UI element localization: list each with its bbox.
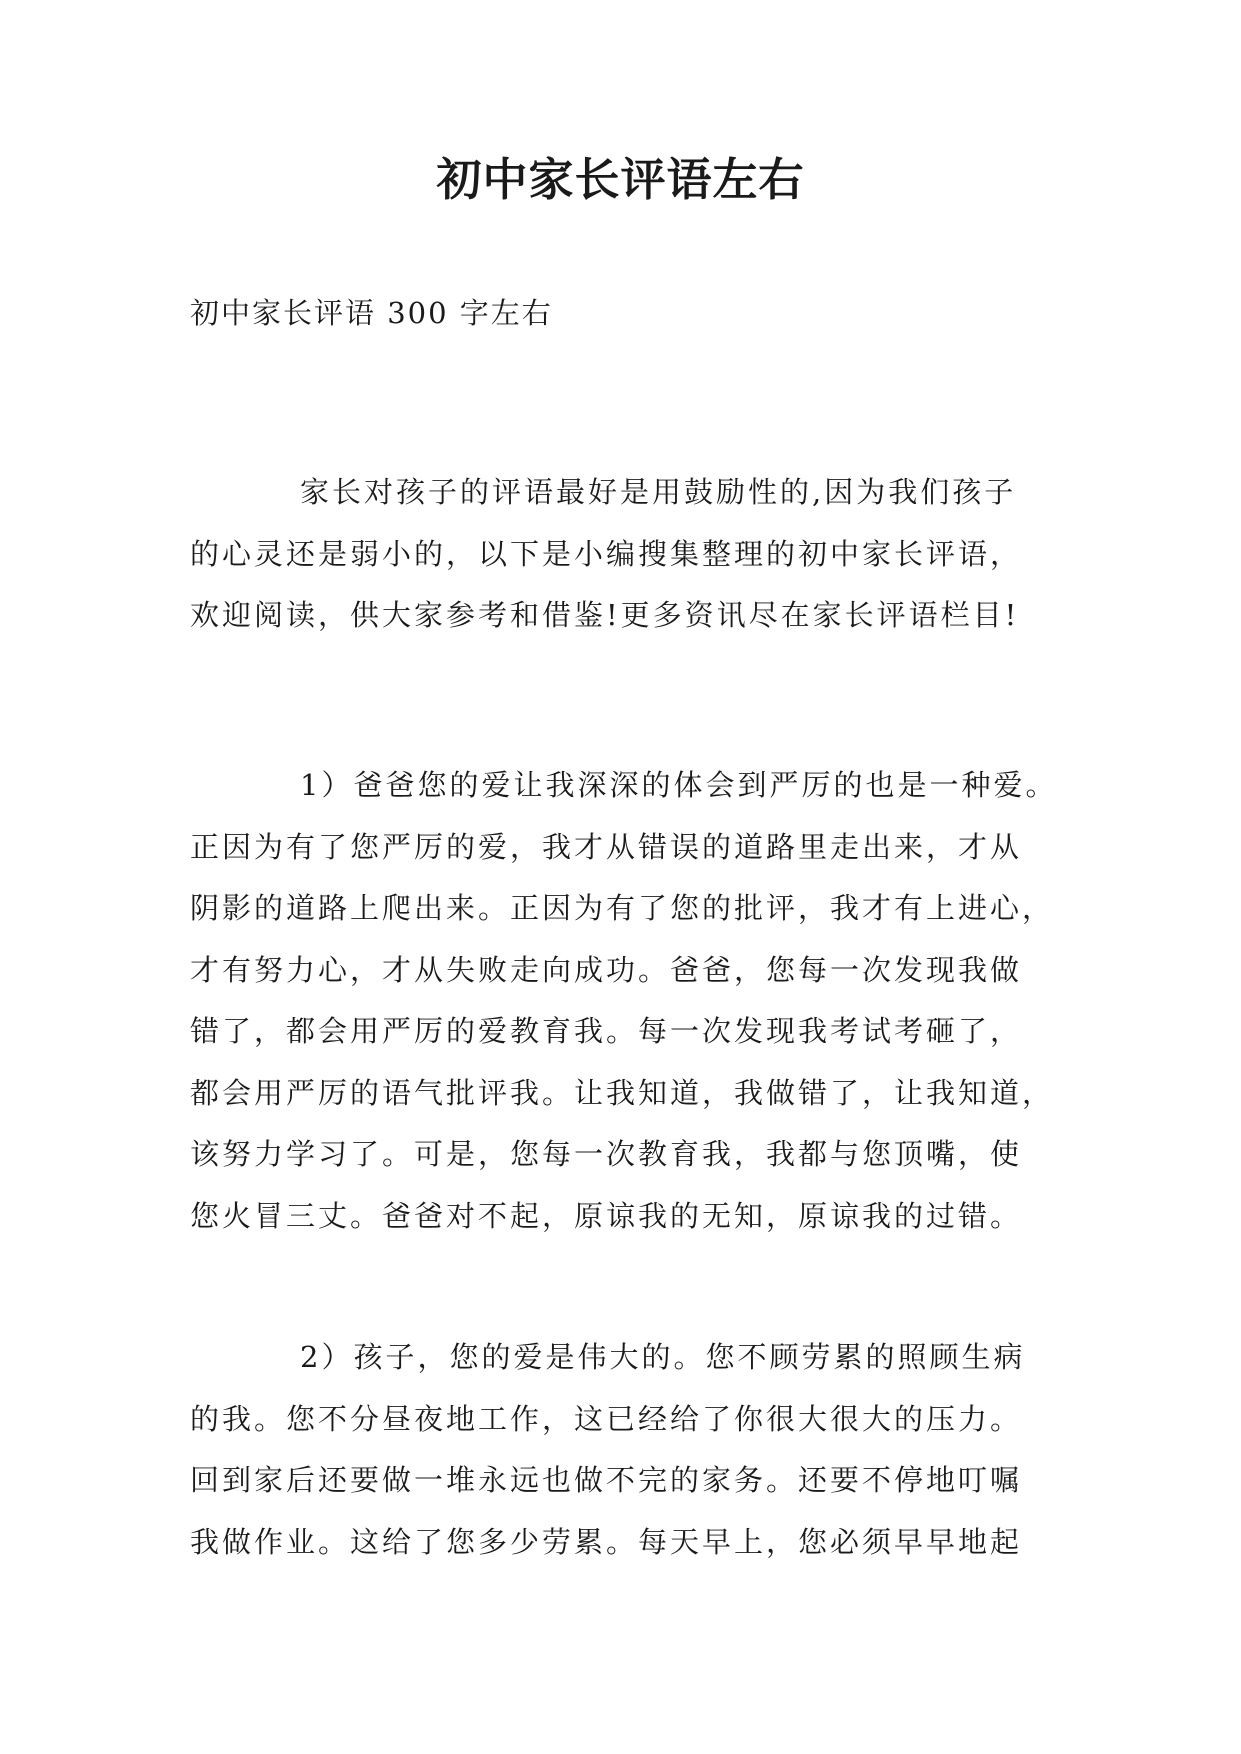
paragraph-line: 回到家后还要做一堆永远也做不完的家务。还要不停地叮嘱 bbox=[190, 1463, 1023, 1497]
paragraph-line: 欢迎阅读，供大家参考和借鉴!更多资讯尽在家长评语栏目! bbox=[190, 598, 1020, 632]
paragraph-line: 我做作业。这给了您多少劳累。每天早上，您必须早早地起 bbox=[190, 1524, 1023, 1559]
comment-item-2 bbox=[190, 1327, 1070, 1573]
paragraph-line: 2）孩子，您的爱是伟大的。您不顾劳累的照顾生病 bbox=[300, 1340, 1026, 1374]
paragraph-line: 您火冒三丈。爸爸对不起，原谅我的无知，原谅我的过错。 bbox=[190, 1198, 1023, 1233]
paragraph-line: 才有努力心，才从失败走向成功。爸爸，您每一次发现我做 bbox=[190, 952, 1023, 987]
paragraph-line: 的我。您不分昼夜地工作，这已经给了你很大很大的压力。 bbox=[190, 1401, 1023, 1436]
paragraph-line: 家长对孩子的评语最好是用鼓励性的,因为我们孩子 bbox=[300, 475, 1017, 509]
paragraph-line: 阴影的道路上爬出来。正因为有了您的批评，我才有上进心， bbox=[190, 891, 1055, 925]
comment-item-1 bbox=[190, 755, 1070, 1247]
paragraph-line: 1）爸爸您的爱让我深深的体会到严厉的也是一种爱。 bbox=[300, 768, 1058, 802]
paragraph-line: 该努力学习了。可是，您每一次教育我，我都与您顶嘴，使 bbox=[190, 1137, 1023, 1171]
paragraph-line: 的心灵还是弱小的，以下是小编搜集整理的初中家长评语， bbox=[190, 536, 1023, 571]
paragraph-line: 错了，都会用严厉的爱教育我。每一次发现我考试考砸了， bbox=[190, 1014, 1023, 1048]
paragraph-line: 都会用严厉的语气批评我。让我知道，我做错了，让我知道， bbox=[190, 1075, 1055, 1110]
document-title: 初中家长评语左右 bbox=[436, 153, 805, 206]
document-subtitle: 初中家长评语 300 字左右 bbox=[190, 296, 553, 330]
intro-paragraph bbox=[190, 462, 1070, 647]
paragraph-line: 正因为有了您严厉的爱，我才从错误的道路里走出来，才从 bbox=[190, 829, 1023, 864]
